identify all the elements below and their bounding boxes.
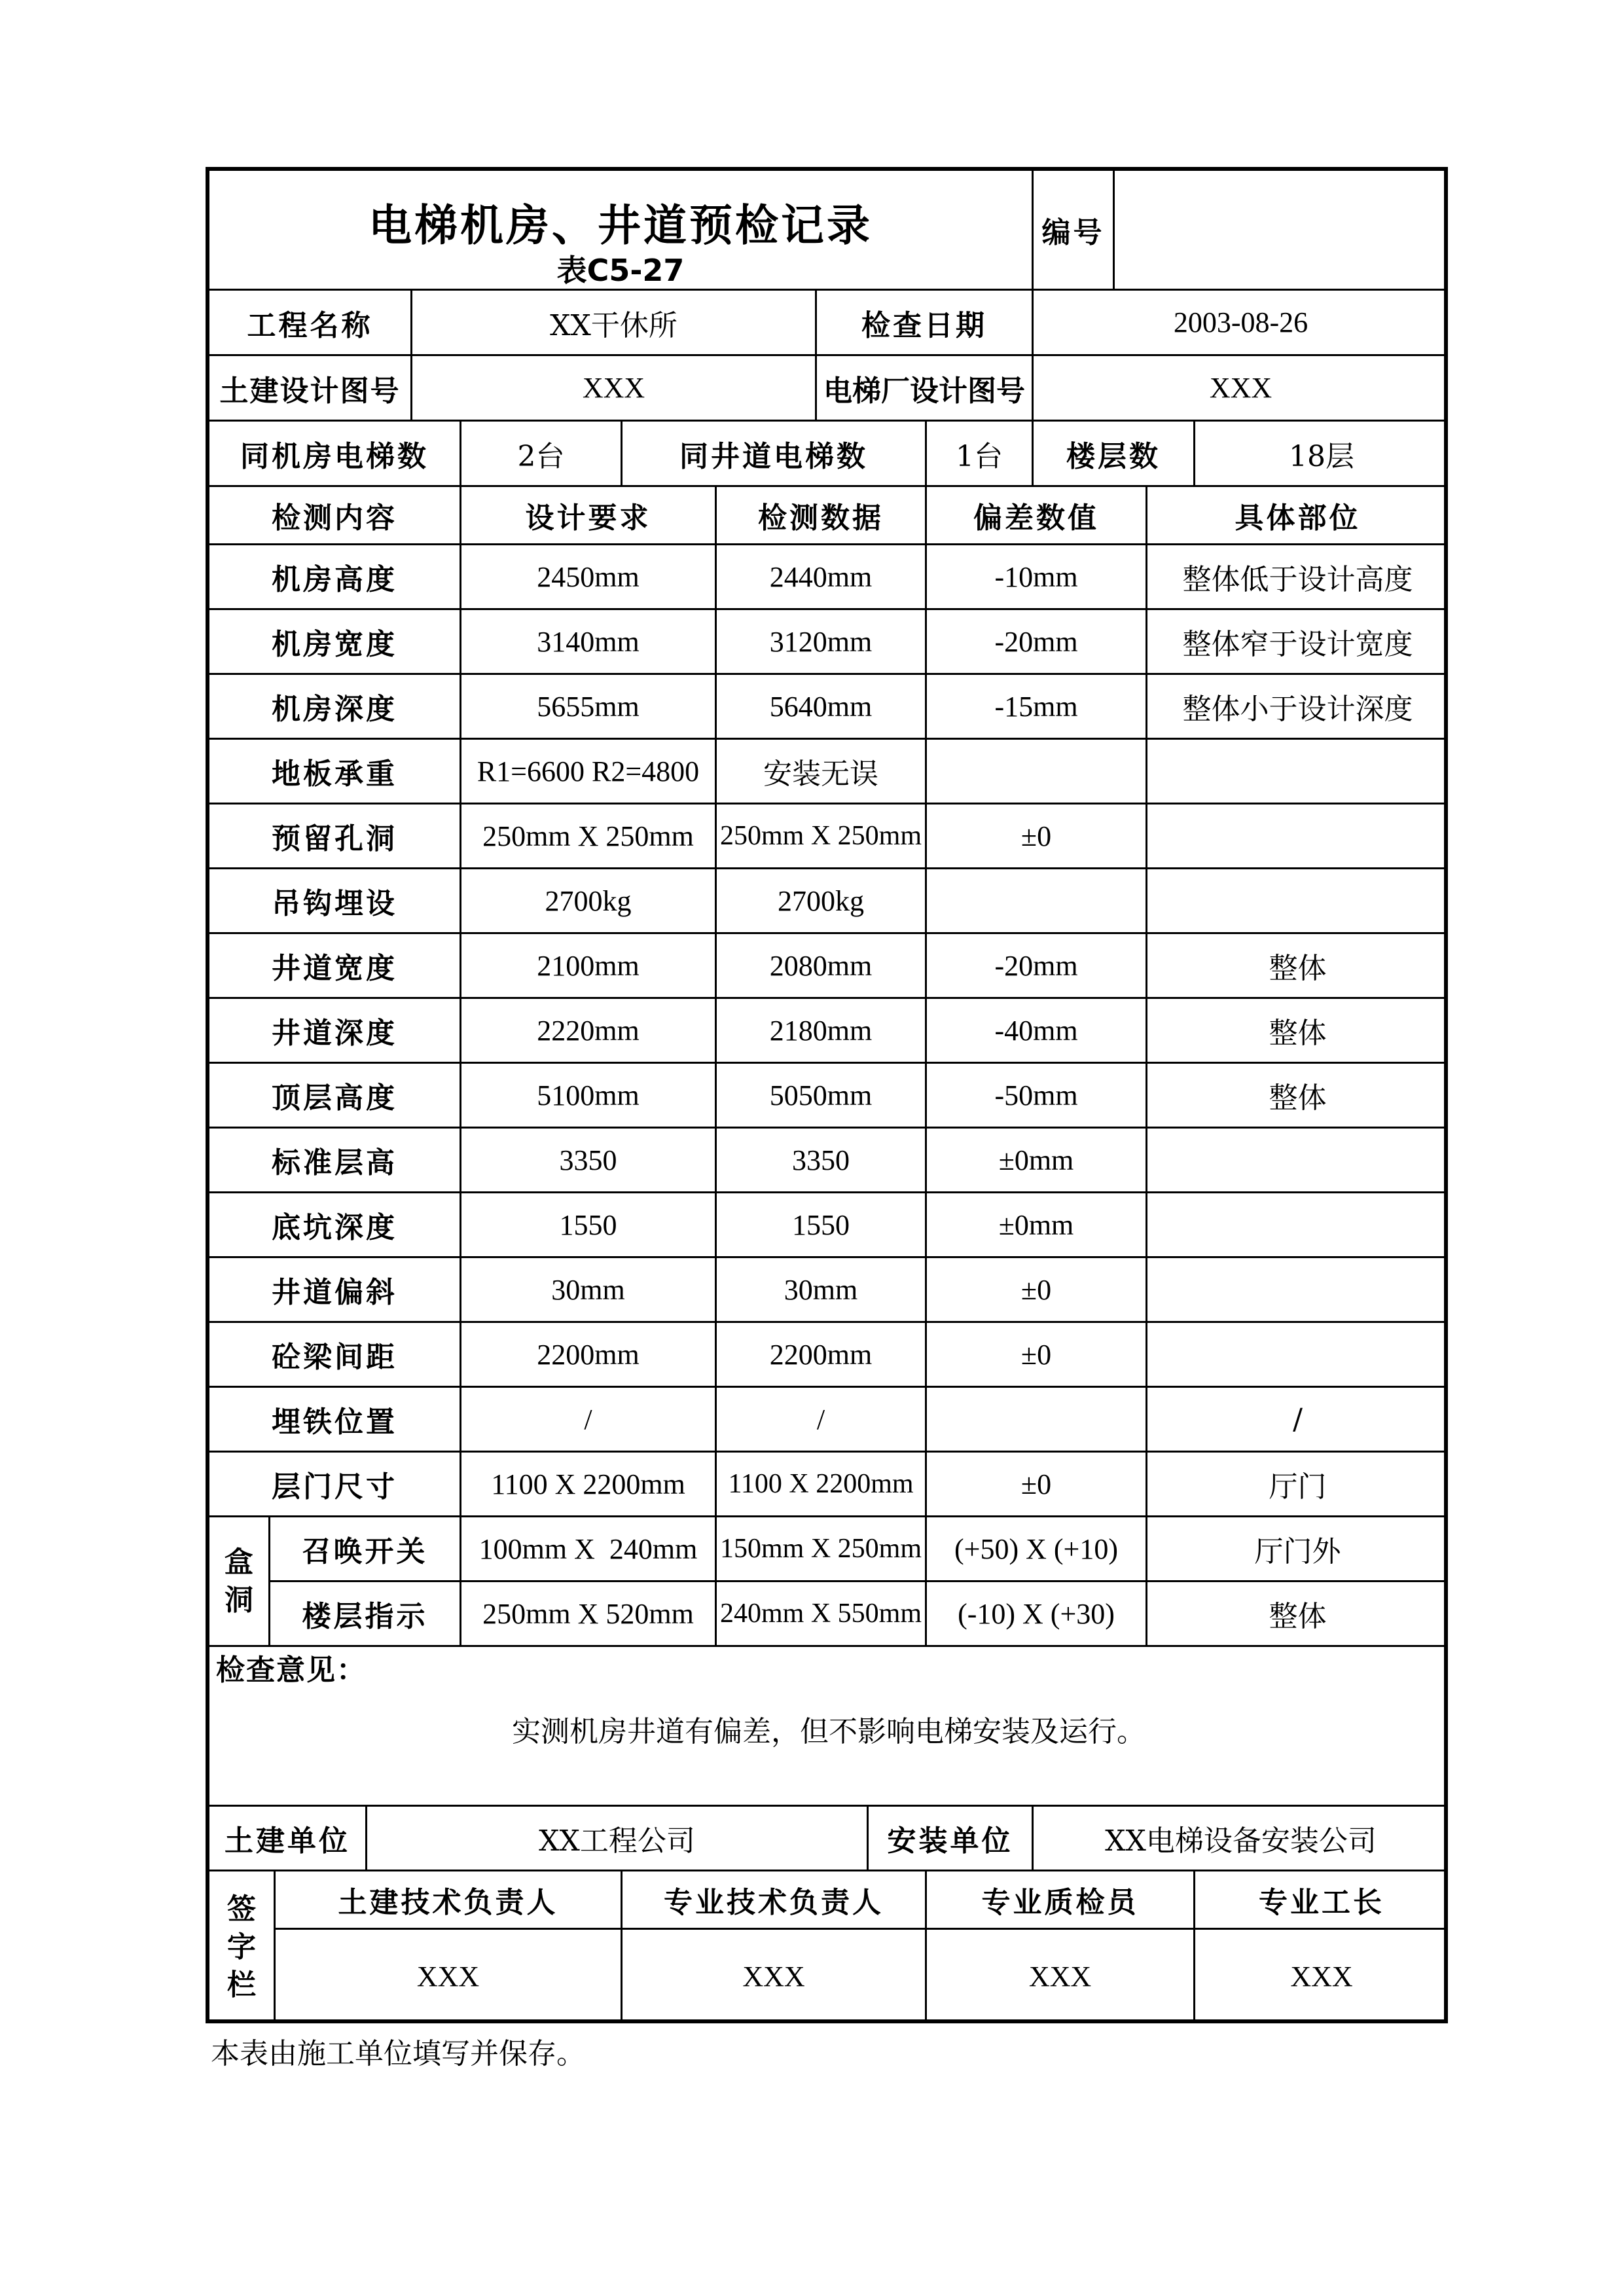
row-design[interactable]: 2700kg <box>460 867 715 932</box>
row-deviation[interactable]: -40mm <box>925 997 1146 1062</box>
box-hole-design[interactable]: 100mm X 240mm <box>460 1515 715 1580</box>
row-deviation[interactable]: -20mm <box>925 932 1146 997</box>
box-hole-location[interactable]: 整体 <box>1146 1580 1448 1645</box>
row-measured[interactable]: 250mm X 250mm <box>715 803 925 867</box>
row-measured[interactable]: / <box>715 1386 925 1451</box>
row-design[interactable]: 2450mm <box>460 543 715 608</box>
col-header-measured: 检测数据 <box>715 485 925 543</box>
factory-drawing-value[interactable]: XXX <box>1032 354 1448 420</box>
signature-role: 专业质检员 <box>925 1870 1193 1928</box>
box-hole-group-label: 盒 洞 <box>209 1515 268 1645</box>
same-shaft-value[interactable]: 1台 <box>925 420 1032 485</box>
row-measured[interactable]: 2700kg <box>715 867 925 932</box>
box-hole-measured[interactable]: 150mm X 250mm <box>715 1515 925 1580</box>
row-measured[interactable]: 30mm <box>715 1256 925 1321</box>
row-measured[interactable]: 3120mm <box>715 608 925 673</box>
row-measured[interactable]: 2440mm <box>715 543 925 608</box>
civil-unit-value[interactable]: XX工程公司 <box>365 1805 867 1870</box>
floors-label: 楼层数 <box>1032 420 1193 485</box>
row-design[interactable]: / <box>460 1386 715 1451</box>
row-location[interactable]: 整体 <box>1146 997 1448 1062</box>
row-item: 底坑深度 <box>209 1191 460 1256</box>
row-deviation[interactable]: ±0 <box>925 1321 1146 1386</box>
box-hole-design[interactable]: 250mm X 520mm <box>460 1580 715 1645</box>
check-date-value[interactable]: 2003-08-26 <box>1032 289 1448 354</box>
row-measured[interactable]: 2200mm <box>715 1321 925 1386</box>
factory-drawing-label: 电梯厂设计图号 <box>815 354 1032 420</box>
floors-value[interactable]: 18层 <box>1193 420 1448 485</box>
same-room-value[interactable]: 2台 <box>460 420 621 485</box>
check-date-label: 检查日期 <box>815 289 1032 354</box>
box-hole-item: 楼层指示 <box>268 1580 460 1645</box>
row-measured[interactable]: 3350 <box>715 1127 925 1191</box>
box-hole-deviation[interactable]: (-10) X (+30) <box>925 1580 1146 1645</box>
opinion-text[interactable]: 实测机房井道有偏差，但不影响电梯安装及运行。 <box>512 1715 1146 1748</box>
row-measured[interactable]: 2180mm <box>715 997 925 1062</box>
inspection-form <box>206 167 1448 2023</box>
row-item: 井道深度 <box>209 997 460 1062</box>
row-deviation[interactable]: ±0 <box>925 1451 1146 1515</box>
row-measured[interactable]: 5050mm <box>715 1062 925 1127</box>
row-item: 顶层高度 <box>209 1062 460 1127</box>
row-measured[interactable]: 1100 X 2200mm <box>715 1451 925 1515</box>
row-location[interactable] <box>1146 803 1448 867</box>
row-deviation[interactable]: -50mm <box>925 1062 1146 1127</box>
row-measured[interactable]: 2080mm <box>715 932 925 997</box>
row-location[interactable] <box>1146 1321 1448 1386</box>
project-name-label: 工程名称 <box>209 289 410 354</box>
row-deviation[interactable]: ±0mm <box>925 1127 1146 1191</box>
serial-number-field[interactable] <box>1113 171 1448 289</box>
box-hole-measured[interactable]: 240mm X 550mm <box>715 1580 925 1645</box>
row-item: 井道宽度 <box>209 932 460 997</box>
row-location[interactable]: 整体低于设计高度 <box>1146 543 1448 608</box>
signature-name[interactable]: XXX <box>1193 1928 1448 2023</box>
row-design[interactable]: 5655mm <box>460 673 715 738</box>
form-title: 电梯机房、井道预检记录 <box>369 200 873 251</box>
row-design[interactable]: 250mm X 250mm <box>460 803 715 867</box>
row-location[interactable] <box>1146 738 1448 803</box>
row-deviation[interactable] <box>925 738 1146 803</box>
signature-name[interactable]: XXX <box>925 1928 1193 2023</box>
row-design[interactable]: 2100mm <box>460 932 715 997</box>
civil-drawing-label: 土建设计图号 <box>209 354 410 420</box>
signature-group-label: 签 字 栏 <box>209 1870 274 2023</box>
row-deviation[interactable] <box>925 1386 1146 1451</box>
box-hole-item: 召唤开关 <box>268 1515 460 1580</box>
row-item: 地板承重 <box>209 738 460 803</box>
row-location[interactable]: / <box>1146 1386 1448 1451</box>
row-deviation[interactable]: ±0 <box>925 803 1146 867</box>
col-header-item: 检测内容 <box>209 485 460 543</box>
signature-name[interactable]: XXX <box>274 1928 621 2023</box>
row-measured[interactable]: 1550 <box>715 1191 925 1256</box>
opinion-label: 检查意见： <box>216 1653 367 1687</box>
row-design[interactable]: 3350 <box>460 1127 715 1191</box>
box-hole-location[interactable]: 厅门外 <box>1146 1515 1448 1580</box>
row-location[interactable]: 整体 <box>1146 932 1448 997</box>
signature-role: 专业技术负责人 <box>621 1870 925 1928</box>
row-deviation[interactable]: -10mm <box>925 543 1146 608</box>
row-item: 埋铁位置 <box>209 1386 460 1451</box>
row-item: 机房深度 <box>209 673 460 738</box>
row-location[interactable] <box>1146 1127 1448 1191</box>
row-measured[interactable]: 安装无误 <box>715 738 925 803</box>
civil-unit-label: 土建单位 <box>209 1805 365 1870</box>
row-item: 机房宽度 <box>209 608 460 673</box>
col-header-location: 具体部位 <box>1146 485 1448 543</box>
install-unit-value[interactable]: XX电梯设备安装公司 <box>1032 1805 1448 1870</box>
signature-name[interactable]: XXX <box>621 1928 925 2023</box>
row-design[interactable]: 2220mm <box>460 997 715 1062</box>
row-design[interactable]: 3140mm <box>460 608 715 673</box>
signature-role: 专业工长 <box>1193 1870 1448 1928</box>
install-unit-label: 安装单位 <box>867 1805 1032 1870</box>
row-location[interactable] <box>1146 1256 1448 1321</box>
row-item: 标准层高 <box>209 1127 460 1191</box>
row-deviation[interactable]: ±0mm <box>925 1191 1146 1256</box>
same-shaft-label: 同井道电梯数 <box>621 420 925 485</box>
row-location[interactable] <box>1146 867 1448 932</box>
row-deviation[interactable] <box>925 867 1146 932</box>
row-deviation[interactable]: -15mm <box>925 673 1146 738</box>
row-location[interactable] <box>1146 1191 1448 1256</box>
row-item: 井道偏斜 <box>209 1256 460 1321</box>
serial-number-label: 编号 <box>1032 171 1113 289</box>
row-item: 层门尺寸 <box>209 1451 460 1515</box>
project-name-value[interactable]: XX干休所 <box>410 289 815 354</box>
row-design[interactable]: 30mm <box>460 1256 715 1321</box>
row-location[interactable]: 整体窄于设计宽度 <box>1146 608 1448 673</box>
row-item: 预留孔洞 <box>209 803 460 867</box>
form-number: 表C5-27 <box>556 253 685 288</box>
row-deviation[interactable]: -20mm <box>925 608 1146 673</box>
box-hole-deviation[interactable]: (+50) X (+10) <box>925 1515 1146 1580</box>
row-design[interactable]: R1=6600 R2=4800 <box>460 738 715 803</box>
row-location[interactable]: 厅门 <box>1146 1451 1448 1515</box>
row-item: 吊钩埋设 <box>209 867 460 932</box>
row-design[interactable]: 1550 <box>460 1191 715 1256</box>
row-deviation[interactable]: ±0 <box>925 1256 1146 1321</box>
row-design[interactable]: 5100mm <box>460 1062 715 1127</box>
civil-drawing-value[interactable]: XXX <box>410 354 815 420</box>
row-design[interactable]: 2200mm <box>460 1321 715 1386</box>
row-location[interactable]: 整体 <box>1146 1062 1448 1127</box>
footer-note: 本表由施工单位填写并保存。 <box>211 2037 585 2070</box>
row-item: 砼梁间距 <box>209 1321 460 1386</box>
signature-role: 土建技术负责人 <box>274 1870 621 1928</box>
col-header-deviation: 偏差数值 <box>925 485 1146 543</box>
row-measured[interactable]: 5640mm <box>715 673 925 738</box>
row-location[interactable]: 整体小于设计深度 <box>1146 673 1448 738</box>
same-room-label: 同机房电梯数 <box>209 420 460 485</box>
row-item: 机房高度 <box>209 543 460 608</box>
col-header-design: 设计要求 <box>460 485 715 543</box>
row-design[interactable]: 1100 X 2200mm <box>460 1451 715 1515</box>
